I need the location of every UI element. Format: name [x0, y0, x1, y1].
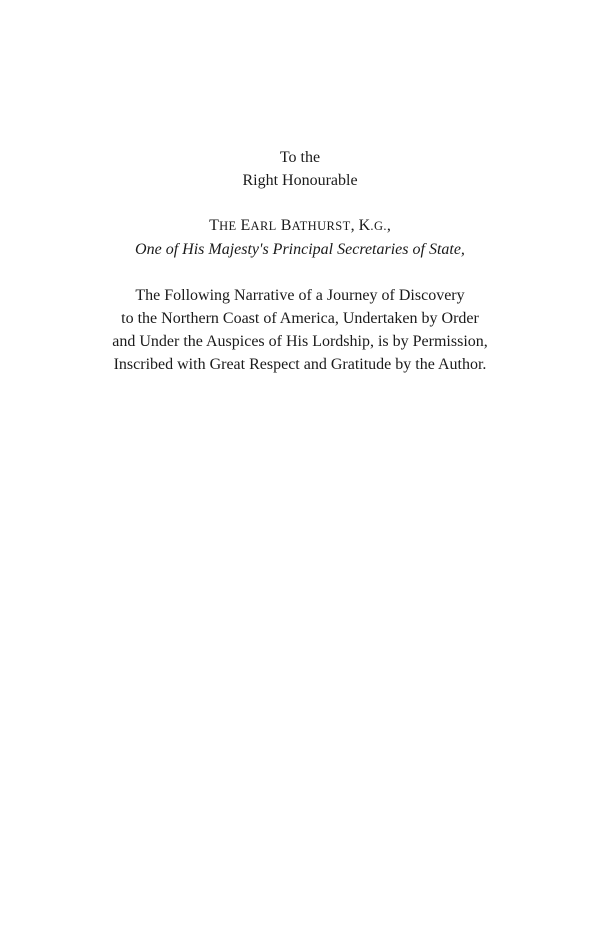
honorific-line: Right Honourable — [242, 172, 358, 189]
dedication-block — [0, 146, 600, 376]
name-initial: B — [280, 217, 292, 234]
dedicatee-name — [0, 214, 600, 238]
name-trailing: , — [386, 217, 391, 234]
to-line: To the — [279, 149, 321, 166]
name-smallcaps: ATHURST — [291, 219, 351, 233]
name-smallcaps: HE — [219, 219, 237, 233]
name-smallcaps: ARL — [250, 219, 277, 233]
name-initial: T — [209, 217, 220, 234]
name-comma: , — [350, 217, 355, 234]
name-initial: E — [240, 217, 251, 234]
dedication-paragraph-line: and Under the Auspices of His Lordship, is by Permission, — [112, 333, 488, 350]
name-initial: K — [358, 217, 371, 234]
dedication-paragraph-line: Inscribed with Great Respect and Gratitude by the Author. — [113, 356, 487, 373]
dedication-paragraph-line: to the Northern Coast of America, Undertaken by Order — [121, 310, 479, 327]
spacer — [0, 261, 600, 284]
office-line: One of His Majesty's Principal Secretaries of State, — [135, 241, 465, 258]
name-smallcaps: .G. — [370, 219, 387, 233]
spacer — [0, 192, 600, 214]
dedication-paragraph-line: The Following Narrative of a Journey of Discovery — [135, 287, 465, 304]
